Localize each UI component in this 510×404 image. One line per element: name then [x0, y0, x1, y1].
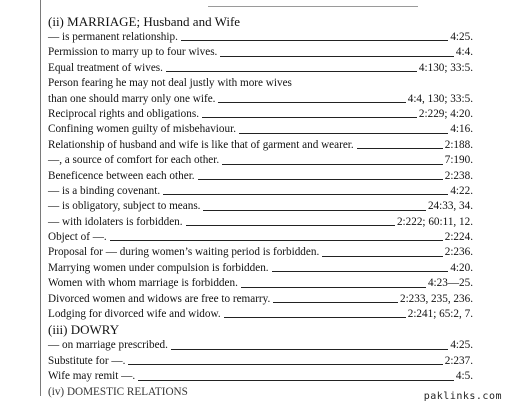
index-entry — [48, 261, 473, 276]
index-entry — [48, 138, 473, 153]
entry-label: Marrying women under compulsion is forbidden. — [48, 261, 269, 274]
index-entry — [48, 30, 473, 45]
entry-text — [48, 199, 200, 214]
entry-reference: 4:4. — [455, 46, 473, 59]
entry-text — [48, 184, 160, 199]
dowry-entry-list — [48, 338, 473, 384]
entry-text — [48, 338, 168, 353]
entry-reference: 4:23—25. — [427, 277, 473, 290]
entry-text — [48, 169, 195, 184]
leader-line — [224, 317, 406, 318]
index-entry — [48, 215, 473, 230]
leader-line — [166, 71, 417, 72]
entry-label: Substitute for —. — [48, 354, 126, 367]
entry-reference: 4:4, 130; 33:5. — [407, 92, 473, 105]
index-entry — [48, 354, 473, 369]
entry-dash: — — [48, 200, 60, 213]
entry-reference: 4:130; 33:5. — [418, 61, 473, 74]
entry-label: Beneficence between each other. — [48, 169, 195, 182]
entry-reference: 4:5. — [455, 370, 473, 383]
index-entry — [48, 307, 473, 322]
entry-reference: 2:188. — [444, 138, 473, 151]
index-entry — [48, 153, 473, 168]
entry-text — [48, 292, 270, 307]
entry-reference: 4:20. — [450, 261, 473, 274]
entry-reference: 4:25. — [450, 30, 473, 43]
entry-reference: 2:233, 235, 236. — [399, 292, 473, 305]
entry-label: is obligatory, subject to means. — [62, 200, 201, 213]
leader-line — [198, 179, 443, 180]
leader-line — [239, 133, 448, 134]
entry-label: Equal treatment of wives. — [48, 61, 163, 74]
leader-line — [273, 302, 398, 303]
leader-line — [163, 194, 448, 195]
leader-line — [222, 164, 443, 165]
entry-text — [48, 107, 199, 122]
entry-text — [48, 276, 238, 291]
section-heading-marriage: (ii) MARRIAGE; Husband and Wife — [48, 14, 241, 29]
entry-text — [48, 230, 107, 245]
leader-line — [357, 148, 443, 149]
entry-label: is permanent relationship. — [62, 30, 178, 43]
leader-line — [202, 117, 417, 118]
entry-text — [48, 369, 135, 384]
entry-label: Proposal for — during women’s waiting period is forbidden. — [48, 246, 320, 259]
top-rule — [208, 6, 418, 7]
entry-text — [48, 354, 125, 369]
entry-label: —, a source of comfort for each other. — [48, 154, 220, 167]
index-entry — [48, 61, 473, 76]
entry-dash: — — [48, 215, 60, 228]
entry-reference: 2:236. — [444, 246, 473, 259]
entry-label: on marriage prescribed. — [62, 339, 168, 352]
entry-label: Reciprocal rights and obligations. — [48, 107, 199, 120]
entry-text — [48, 215, 183, 230]
leader-line — [218, 102, 405, 103]
entry-label: Object of —. — [48, 231, 107, 244]
entry-reference: 2:241; 65:2, 7. — [407, 308, 473, 321]
section-heading-dowry: (iii) DOWRY — [48, 322, 120, 338]
entry-label: Confining women guilty of misbehaviour. — [48, 123, 236, 136]
entry-reference: 4:22. — [450, 184, 473, 197]
index-entry — [48, 245, 473, 260]
entry-label: Person fearing he may not deal justly with more wives — [48, 77, 292, 90]
index-entry — [48, 122, 473, 137]
entry-reference: 4:25. — [450, 339, 473, 352]
entry-label: with idolaters is forbidden. — [62, 215, 183, 228]
index-entry — [48, 169, 473, 184]
entry-reference: 2:229; 4:20. — [418, 107, 473, 120]
leader-line — [186, 225, 395, 226]
index-entry — [48, 45, 473, 60]
index-entry — [48, 230, 473, 245]
leader-line — [322, 256, 442, 257]
leader-line — [181, 40, 448, 41]
watermark: paklinks.com — [423, 391, 502, 402]
cut-off-heading: (iv) DOMESTIC RELATIONS — [48, 385, 188, 398]
leader-line — [241, 287, 426, 288]
entry-text — [48, 245, 319, 260]
entry-label: Lodging for divorced wife and widow. — [48, 308, 221, 321]
entry-label: is a binding covenant. — [62, 184, 161, 197]
index-content — [48, 14, 473, 398]
entry-reference: 2:224. — [444, 231, 473, 244]
index-entry — [48, 199, 473, 214]
index-entry — [48, 338, 473, 353]
index-entry — [48, 76, 473, 91]
entry-text — [48, 307, 221, 322]
entry-text — [48, 153, 219, 168]
entry-label: Women with whom marriage is forbidden. — [48, 277, 238, 290]
left-margin-rule — [40, 0, 41, 396]
entry-label: than one should marry only one wife. — [48, 92, 216, 105]
entry-text — [48, 61, 163, 76]
entry-text — [48, 138, 354, 153]
index-entry — [48, 369, 473, 384]
entry-reference: 2:237. — [444, 354, 473, 367]
entry-reference: 2:222; 60:11, 12. — [396, 215, 473, 228]
entry-text — [48, 261, 269, 276]
entry-text — [48, 122, 236, 137]
leader-line — [110, 240, 443, 241]
index-entry — [48, 107, 473, 122]
entry-reference: 24:33, 34. — [427, 200, 473, 213]
entry-text — [48, 77, 292, 89]
leader-line — [220, 56, 454, 57]
marriage-entry-list — [48, 30, 473, 322]
entry-reference: 7:190. — [444, 154, 473, 167]
leader-line — [128, 364, 442, 365]
entry-dash: — — [48, 339, 60, 352]
index-entry — [48, 184, 473, 199]
entry-text — [48, 45, 217, 60]
entry-text — [48, 30, 178, 45]
leader-line — [171, 349, 448, 350]
entry-text — [48, 92, 215, 107]
entry-label: Relationship of husband and wife is like that of garment and wearer. — [48, 138, 354, 151]
index-entry — [48, 276, 473, 291]
entry-label: Divorced women and widows are free to remarry. — [48, 292, 271, 305]
entry-label: Permission to marry up to four wives. — [48, 46, 218, 59]
entry-reference: 2:238. — [444, 169, 473, 182]
leader-line — [138, 380, 454, 381]
entry-dash: — — [48, 30, 60, 43]
entry-dash: — — [48, 184, 60, 197]
leader-line — [272, 271, 449, 272]
index-entry — [48, 92, 473, 107]
leader-line — [203, 210, 425, 211]
entry-reference: 4:16. — [450, 123, 473, 136]
entry-label: Wife may remit —. — [48, 370, 136, 383]
index-entry — [48, 292, 473, 307]
